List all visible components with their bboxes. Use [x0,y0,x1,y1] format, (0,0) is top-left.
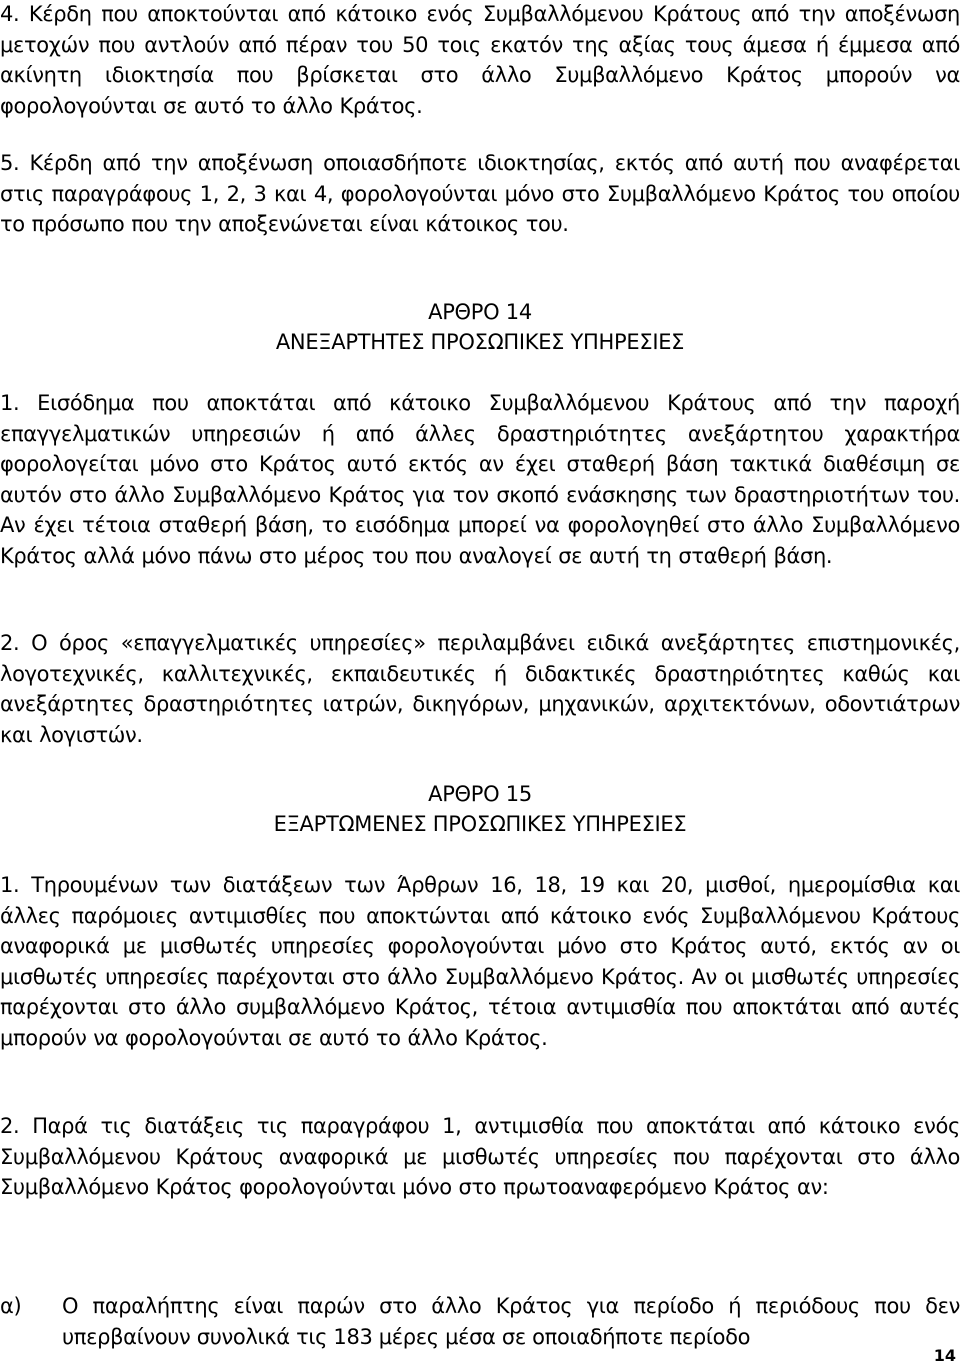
page-number: 14 [933,1346,956,1365]
article-15-subtitle: ΕΞΑΡΤΩΜΕΝΕΣ ΠΡΟΣΩΠΙΚΕΣ ΥΠΗΡΕΣΙΕΣ [273,812,687,836]
paragraph-5: 5. Κέρδη από την αποξένωση οποιασδήποτε ιδιοκτησίας, εκτός από αυτή που αναφέρεται στις παραγράφους 1, 2, 3 και 4, φορολογούνται μόνο στο Συμβαλλόμενο Κράτος του οποίου το πρόσωπο που την αποξενώνεται είναι κάτοικος του. [0,151,960,236]
list-item-a [0,1291,960,1352]
article-15-paragraph-2: 2. Παρά τις διατάξεις τις παραγράφου 1, αντιμισθία που αποκτάται από κάτοικο ενός Συμβαλλόμενου Κράτους αναφορικά με μισθωτές υπηρεσίες που παρέχονται στο άλλο Συμβαλλόμενο Κράτος φορολογούνται μόνο στο πρωτοαναφερόμενο Κράτος αν: [0,1114,960,1199]
article-14-title: ΑΡΘΡΟ 14 [428,300,532,324]
list-item-label: α) [0,1294,22,1318]
article-15-paragraph-1: 1. Τηρουμένων των διατάξεων των Άρθρων 16, 18, 19 και 20, μισθοί, ημερομίσθια και άλλες παρόμοιες αντιμισθίες που αποκτώνται από κάτοικο ενός Συμβαλλόμενου Κράτους αναφορικά με μισθωτές υπηρεσίες φορολογούνται μόνο στο Κράτος αυτό, εκτός αν οι μισθωτές υπηρεσίες παρέχονται στο άλλο Συμβαλλόμενο Κράτος. Αν οι μισθωτές υπηρεσίες παρέχονται στο άλλο συμβαλλόμενο Κράτος, τέτοια αντιμισθία που αποκτάται από αυτές μπορούν να φορολογούνται σε αυτό το άλλο Κράτος. [0,873,960,1050]
paragraph-4: 4. Κέρδη που αποκτούνται από κάτοικο ενός Συμβαλλόμενου Κράτους από την αποξένωση μετοχών που αντλούν από πέραν του 50 τοις εκατόν της αξίας τους άμεσα ή έμμεσα από ακίνητη ιδιοκτησία που βρίσκεται στο άλλο Συμβαλλόμενο Κράτος μπορούν να φορολογούνται σε αυτό το άλλο Κράτος. [0,2,960,118]
list-item-text: Ο παραλήπτης είναι παρών στο άλλο Κράτος για περίοδο ή περιόδους που δεν υπερβαίνουν συνολικά τις 183 μέρες μέσα σε οποιαδήποτε περίοδο [62,1294,960,1349]
article-14-subtitle: ΑΝΕΞΑΡΤΗΤΕΣ ΠΡΟΣΩΠΙΚΕΣ ΥΠΗΡΕΣΙΕΣ [275,330,685,354]
article-15-title: ΑΡΘΡΟ 15 [428,782,532,806]
article-14-paragraph-2: 2. Ο όρος «επαγγελματικές υπηρεσίες» περιλαμβάνει ειδικά ανεξάρτητες επιστημονικές, λογοτεχνικές, καλλιτεχνικές, εκπαιδευτικές ή διδακτικές δραστηριότητες καθώς και ανεξάρτητες δραστηριότητες ιατρών, δικηγόρων, μηχανικών, αρχιτεκτόνων, οδοντιάτρων και λογιστών. [0,631,960,747]
article-14-paragraph-1: 1. Εισόδημα που αποκτάται από κάτοικο Συμβαλλόμενου Κράτους από την παροχή επαγγελματικών υπηρεσιών ή από άλλες δραστηριότητες ανεξάρτητου χαρακτήρα φορολογείται μόνο στο Κράτος αυτό εκτός αν έχει σταθερή βάση τακτικά διαθέσιμη σε αυτόν στο άλλο Συμβαλλόμενο Κράτος για τον σκοπό ενάσκησης των δραστηριοτήτων του. Αν έχει τέτοια σταθερή βάση, το εισόδημα μπορεί να φορολογηθεί στο άλλο Συμβαλλόμενο Κράτος αλλά μόνο πάνω στο μέρος του που αναλογεί σε αυτή τη σταθερή βάση. [0,391,960,568]
